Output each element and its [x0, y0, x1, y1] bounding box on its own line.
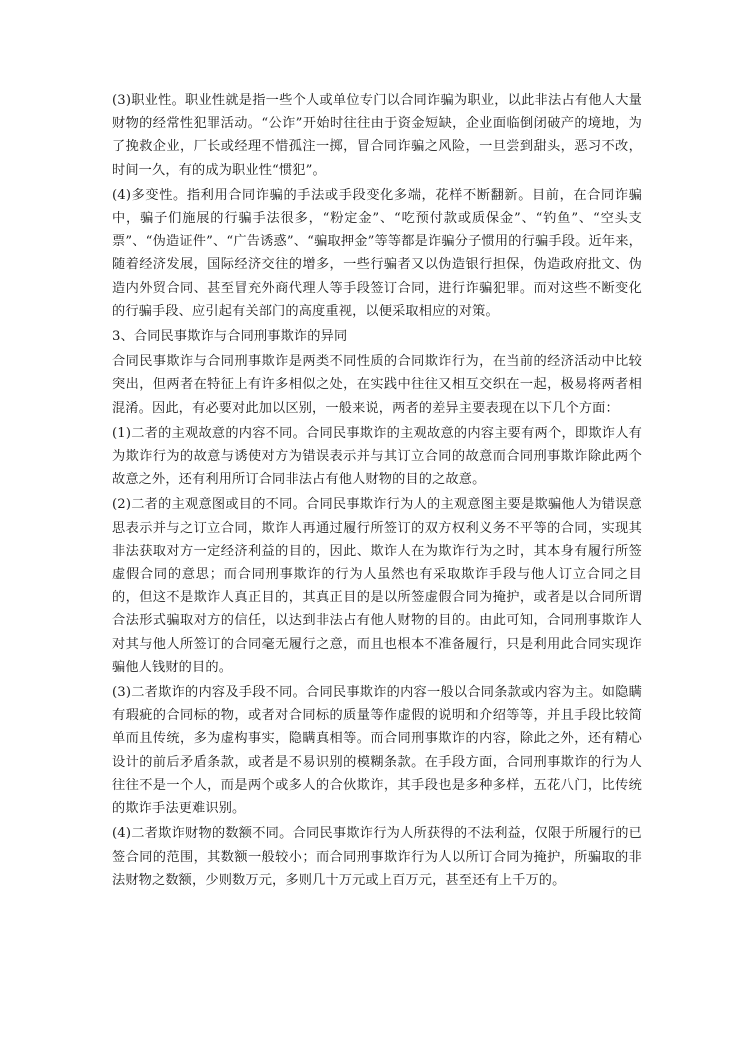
paragraph-difference-1: (1)二者的主观故意的内容不同。合同民事欺诈的主观故意的内容主要有两个，即欺诈人有为欺诈行为的故意与诱使对方为错误表示并与其订立合同的故意而合同刑事欺诈除此两个故意之外，还有利用所订合同非法占有他人财物的目的之故意。 — [112, 425, 642, 488]
paragraph-difference-4: (4)二者欺诈财物的数额不同。合同民事欺诈行为人所获得的不法利益，仅限于所履行的已签合同的范围，其数额一般较小；而合同刑事欺诈行为人以所订合同为掩护，所骗取的非法财物之数额，少则数万元，多则几十万元或上百万元，甚至还有上千万的。 — [112, 826, 642, 888]
paragraph-variability: (4)多变性。指利用合同诈骗的手法或手段变化多端，花样不断翻新。目前，在合同诈骗中，骗子们施展的行骗手法很多，“粉定金”、“吃预付款或质保金”、“钓鱼”、“空头支票”、“伪造证件”、“广告诱惑”、“骗取押金”等等都是诈骗分子惯用的行骗手段。近年来，随着经济发展，国际经济交往的增多，一些行骗者又以伪造银行担保，伪造政府批文、伪造内外贸合同、甚至冒充外商代理人等手段签订合同，进行诈骗犯罪。而对这些不断变化的行骗手段、应引起有关部门的高度重视，以便采取相应的对策。 — [112, 187, 642, 319]
paragraph-difference-3: (3)二者欺诈的内容及手段不同。合同民事欺诈的内容一般以合同条款或内容为主。如隐瞒有瑕疵的合同标的物，或者对合同标的质量等作虚假的说明和介绍等等，并且手段比较简单而且传统，多为虚构事实，隐瞒真相等。而合同刑事欺诈的内容，除此之外，还有精心设计的前后矛盾条款，或者是不易识别的模糊条款。在手段方面，合同刑事欺诈的行为人往往不是一个人，而是两个或多人的合伙欺诈，其手段也是多种多样，五花八门，比传统的欺诈手法更难识别。 — [112, 685, 642, 817]
paragraph-intro-differences: 合同民事欺诈与合同刑事欺诈是两类不同性质的合同欺诈行为，在当前的经济活动中比较突出，但两者在特征上有许多相似之处，在实践中往往又相互交织在一起，极易将两者相混淆。因此，有必要对此加以区别，一般来说，两者的差异主要表现在以下几个方面： — [112, 354, 642, 416]
document-page — [112, 89, 642, 894]
paragraph-difference-2: (2)二者的主观意图或目的不同。合同民事欺诈行为人的主观意图主要是欺骗他人为错误意思表示并与之订立合同，欺诈人再通过履行所签订的双方权利义务不平等的合同，实现其非法获取对方一定经济利益的目的，因此、欺诈人在为欺诈行为之时，其本身有履行所签虚假合同的意思；而合同刑事欺诈的行为人虽然也有采取欺诈手段与他人订立合同之目的，但这不是欺诈人真正目的，其真正目的是以所签虚假合同为掩护，或者是以合同所谓合法形式骗取对方的信任，以达到非法占有他人财物的目的。由此可知，合同刑事欺诈人对其与他人所签订的合同毫无履行之意，而且也根本不准备履行，只是利用此合同实现诈骗他人钱财的目的。 — [112, 497, 642, 675]
section-heading-differences: 3、合同民事欺诈与合同刑事欺诈的异同 — [112, 329, 348, 345]
paragraph-professionalism: (3)职业性。职业性就是指一些个人或单位专门以合同诈骗为职业，以此非法占有他人大量财物的经常性犯罪活动。“公诈”开始时往往由于资金短缺，企业面临倒闭破产的境地，为了挽救企业，厂长或经理不惜孤注一掷，冒合同诈骗之风险，一旦尝到甜头，恶习不改，时间一久，有的成为职业性“惯犯”。 — [112, 93, 642, 178]
